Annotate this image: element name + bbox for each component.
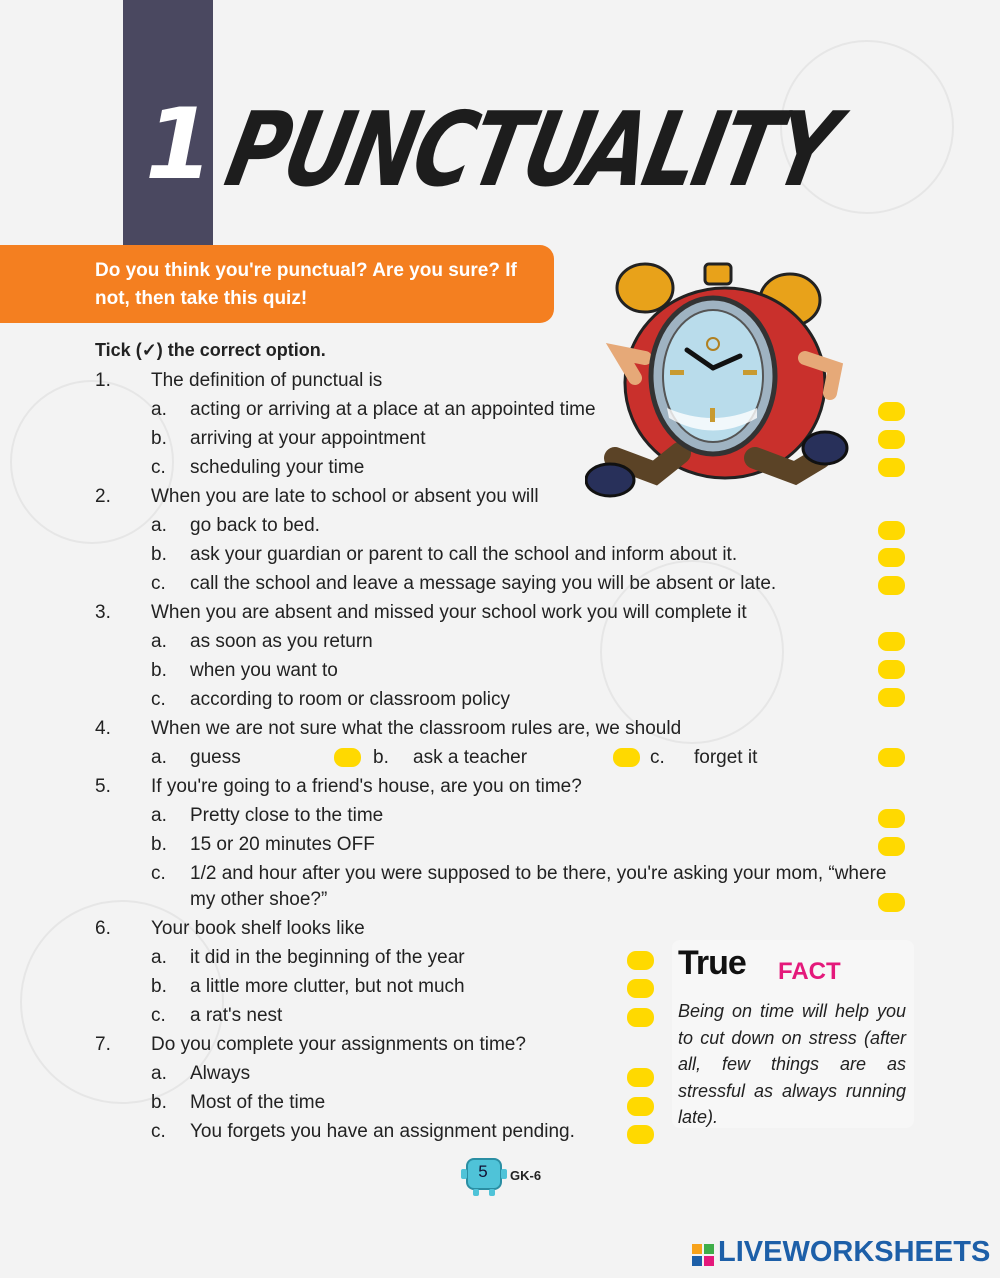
answer-checkbox[interactable] [878,660,905,679]
answer-checkbox[interactable] [878,548,905,567]
true-fact-body: Being on time will help you to cut down on stress (after all, few things are as stressful as always running late). [678,1001,906,1127]
option-letter: a. [151,515,167,536]
option-text: arriving at your appointment [190,428,426,449]
background-decoration [10,380,174,544]
banner-text: Do you think you're punctual? Are you sure? If not, then take this quiz! [95,260,517,309]
answer-checkbox[interactable] [878,430,905,449]
option-text: Always [190,1063,251,1084]
option-text: ask a teacher [413,747,528,768]
option-text-continued: my other shoe?” [190,889,328,910]
option-text: as soon as you return [190,631,373,652]
answer-checkbox[interactable] [878,893,905,912]
answer-checkbox[interactable] [878,576,905,595]
option-text: forget it [694,747,758,768]
option-text: 1/2 and hour after you were supposed to be there, you're asking your mom, “where [190,863,887,884]
answer-checkbox[interactable] [627,1008,654,1027]
answer-checkbox[interactable] [878,688,905,707]
true-fact-heading: True [678,944,746,982]
true-fact-subheading: FACT [778,958,841,985]
option-letter: b. [373,747,389,768]
option-letter: b. [151,428,167,449]
answer-checkbox[interactable] [878,837,905,856]
option-letter: a. [151,805,167,826]
intro-banner [0,245,554,323]
question-text: The definition of punctual is [151,370,383,391]
question-text: When we are not sure what the classroom rules are, we should [151,718,682,739]
option-text: a little more clutter, but not much [190,976,465,997]
chapter-number: 1 [145,88,214,202]
option-text: according to room or classroom policy [190,689,510,710]
running-clock-illustration [585,258,850,520]
option-text: ask your guardian or parent to call the school and inform about it. [190,544,738,565]
option-letter: a. [151,399,167,420]
option-letter: c. [151,863,166,884]
answer-checkbox[interactable] [878,521,905,540]
answer-checkbox[interactable] [878,809,905,828]
answer-checkbox[interactable] [878,402,905,421]
question-number: 2. [95,486,111,507]
question-text: Your book shelf looks like [151,918,365,939]
option-text: a rat's nest [190,1005,283,1026]
option-letter: c. [151,689,166,710]
question-number: 5. [95,776,111,797]
option-letter: a. [151,747,167,768]
option-text: it did in the beginning of the year [190,947,465,968]
option-letter: b. [151,976,167,997]
option-letter: c. [151,1121,166,1142]
answer-checkbox[interactable] [627,1125,654,1144]
answer-checkbox[interactable] [627,1068,654,1087]
question-number: 1. [95,370,111,391]
question-number: 7. [95,1034,111,1055]
option-text: when you want to [190,660,338,681]
true-fact-box [672,940,914,1128]
answer-checkbox[interactable] [627,1097,654,1116]
answer-checkbox[interactable] [878,748,905,767]
option-letter: c. [650,747,665,768]
option-text: acting or arriving at a place at an appointed time [190,399,596,420]
option-letter: c. [151,457,166,478]
instruction: Tick (✓) the correct option. [95,340,326,360]
option-text: call the school and leave a message saying you will be absent or late. [190,573,777,594]
answer-checkbox[interactable] [613,748,640,767]
answer-checkbox[interactable] [878,632,905,651]
answer-checkbox[interactable] [334,748,361,767]
option-letter: b. [151,660,167,681]
question-text: When you are late to school or absent you will [151,486,539,507]
option-letter: b. [151,544,167,565]
option-letter: a. [151,1063,167,1084]
option-letter: c. [151,573,166,594]
answer-checkbox[interactable] [627,979,654,998]
question-number: 4. [95,718,111,739]
option-text: You forgets you have an assignment pending. [190,1121,575,1142]
question-number: 6. [95,918,111,939]
page-label: GK-6 [510,1168,542,1183]
option-text: Most of the time [190,1092,326,1113]
option-letter: a. [151,947,167,968]
option-text: go back to bed. [190,515,320,536]
answer-checkbox[interactable] [627,951,654,970]
chapter-title: PUNCTUALITY [216,91,845,210]
page-number: 5 [478,1162,488,1181]
option-letter: a. [151,631,167,652]
option-text: scheduling your time [190,457,365,478]
question-text: If you're going to a friend's house, are you on time? [151,776,582,797]
question-text: When you are absent and missed your school work you will complete it [151,602,747,623]
option-text: 15 or 20 minutes OFF [190,834,375,855]
liveworksheets-logo-icon [692,1238,716,1270]
option-letter: b. [151,834,167,855]
liveworksheets-brand: LIVEWORKSHEETS [718,1236,991,1268]
question-text: Do you complete your assignments on time? [151,1034,526,1055]
option-text: Pretty close to the time [190,805,384,826]
answer-checkbox[interactable] [878,458,905,477]
question-number: 3. [95,602,111,623]
option-text: guess [190,747,241,768]
option-letter: c. [151,1005,166,1026]
option-letter: b. [151,1092,167,1113]
